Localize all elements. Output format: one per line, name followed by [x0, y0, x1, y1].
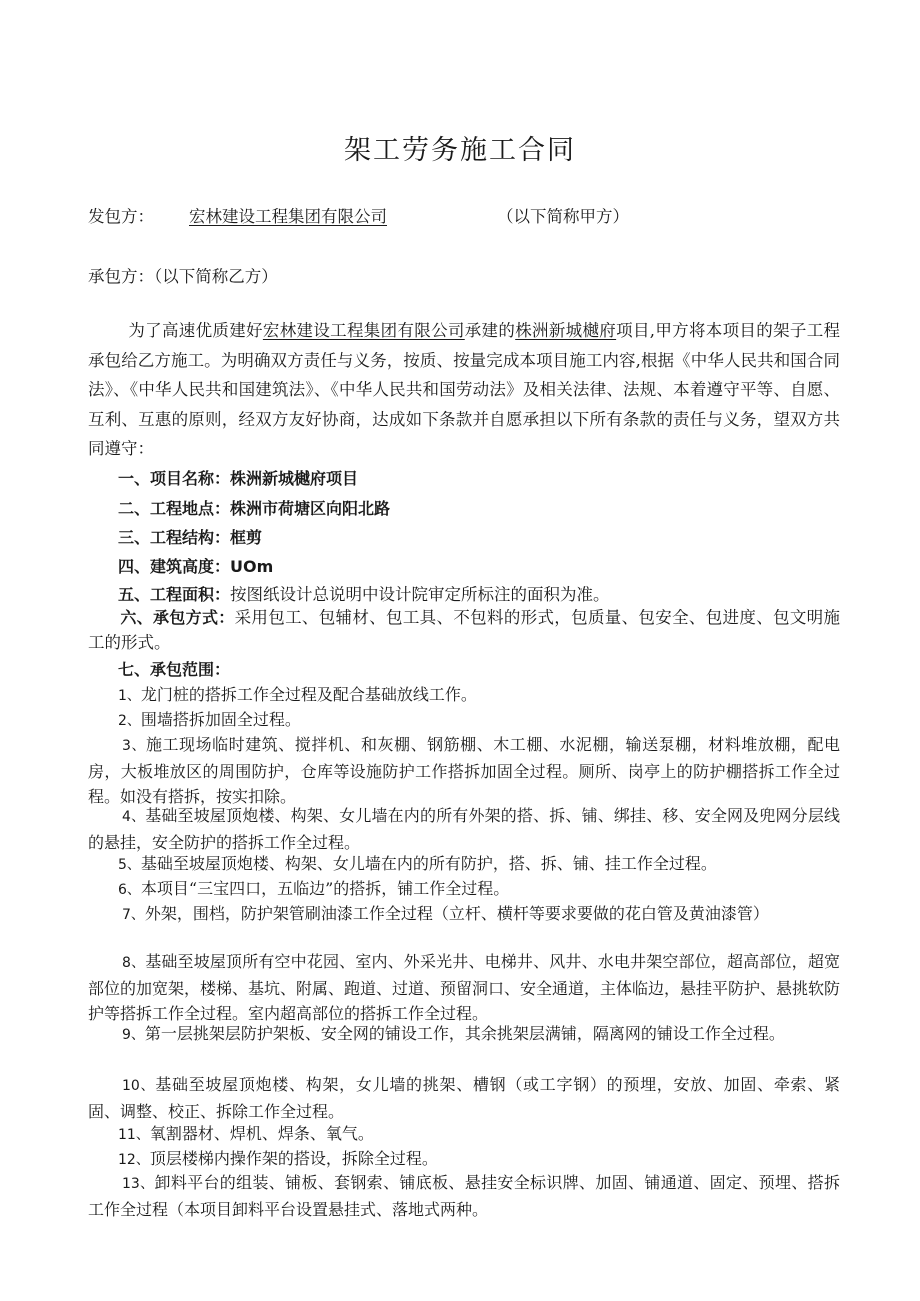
scope-number: 10、	[122, 1078, 156, 1094]
item-scope-heading	[118, 655, 230, 685]
item-value: 株洲新城樾府项目	[230, 469, 359, 488]
scope-number: 12、	[118, 1152, 150, 1168]
scope-item	[88, 732, 840, 809]
intro-paragraph	[88, 316, 840, 464]
item-structure	[118, 523, 262, 553]
scope-number: 3、	[122, 738, 146, 754]
scope-number: 11、	[118, 1127, 150, 1143]
party-a-label: 发包方：	[88, 207, 154, 226]
scope-number: 5、	[118, 857, 141, 873]
item-project-name	[118, 464, 358, 494]
scope-number: 2、	[118, 713, 141, 729]
item-label: 七、承包范围：	[118, 660, 231, 679]
item-value: 按图纸设计总说明中设计院审定所标注的面积为准。	[230, 585, 610, 604]
scope-text: 本项目“三宝四口，五临边”的搭拆，铺工作全过程。	[140, 879, 510, 898]
item-label: 二、工程地点：	[118, 499, 231, 518]
intro-text-3: 项目,甲方将本项目的架子工程承包给乙方施工。为明确双方责任与义务，按质、按量完成本项目施工内容,根据《中华人民共和国合同法》、《中华人民共和国建筑法》、《中华人民共和国劳动法》及相关法律、法规、本着遵守平等、自愿、互利、互惠的原则，经双方友好协商，达成如下条款并自愿承担以下所有条款的责任与义务，望双方共同遵守：	[88, 321, 841, 458]
item-value: 株洲市荷塘区向阳北路	[230, 499, 391, 518]
scope-text: 外架，围档，防护架管刷油漆工作全过程（立杆、横杆等要求要做的花白管及黄油漆管）	[144, 904, 769, 923]
item-label: 六、承包方式：	[120, 608, 235, 627]
intro-company: 宏林建设工程集团有限公司	[262, 321, 465, 340]
scope-item	[88, 1072, 840, 1124]
scope-number: 8、	[122, 955, 146, 971]
item-value: 框剪	[230, 528, 263, 547]
intro-project: 株洲新城樾府	[515, 321, 617, 340]
scope-text: 基础至坡屋顶炮楼、构架，女儿墙的挑架、槽钢（或工字钢）的预埋，安放、加固、牵索、紧固、调整、校正、拆除工作全过程。	[88, 1075, 840, 1121]
party-a-line	[88, 203, 154, 227]
scope-item	[88, 1021, 840, 1048]
party-b-line	[88, 263, 278, 287]
scope-number: 13、	[122, 1176, 155, 1192]
scope-item	[88, 1170, 840, 1222]
item-height	[118, 552, 273, 582]
scope-text: 顶层楼梯内操作架的搭设，拆除全过程。	[149, 1149, 438, 1168]
scope-item	[88, 682, 840, 709]
item-value: UOm	[230, 557, 274, 576]
party-b-note: （以下简称乙方）	[154, 267, 278, 286]
page-title: 架工劳务施工合同	[344, 135, 576, 166]
intro-text-1: 为了高速优质建好	[128, 321, 263, 340]
item-label: 五、工程面积：	[118, 585, 231, 604]
scope-item	[88, 901, 840, 928]
item-label: 三、工程结构：	[118, 528, 231, 547]
party-b-label: 承包方：	[88, 267, 154, 286]
scope-number: 6、	[118, 882, 141, 898]
scope-item	[88, 1146, 840, 1173]
scope-text: 基础至坡屋顶所有空中花园、室内、外采光井、电梯井、风井、水电井架空部位，超高部位，超宽部位的加宽架，楼梯、基坑、附属、跑道、过道、预留洞口、安全通道，主体临边，悬挂平防护、悬挑软防护等搭拆工作全过程。室内超高部位的搭拆工作全过程。	[88, 952, 841, 1023]
intro-text-2: 承建的	[464, 321, 516, 340]
scope-text: 氧割器材、焊机、焊条、氧气。	[149, 1124, 374, 1143]
scope-number: 4、	[122, 809, 146, 825]
item-location	[118, 494, 390, 524]
item-label: 四、建筑高度：	[118, 557, 231, 576]
party-a-note: （以下简称甲方）	[497, 207, 629, 226]
party-a-name: 宏林建设工程集团有限公司	[189, 207, 387, 226]
scope-item	[88, 876, 840, 903]
item-contract-mode	[88, 605, 840, 655]
item-value: 采用包工、包辅材、包工具、不包料的形式，包质量、包安全、包进度、包文明施工的形式。	[88, 608, 840, 652]
scope-item	[88, 1121, 840, 1148]
scope-number: 7、	[122, 907, 145, 923]
scope-text: 基础至坡屋顶炮楼、构架、女儿墙在内的所有外架的搭、拆、铺、绑挂、移、安全网及兜网分层线的悬挂，安全防护的搭拆工作全过程。	[88, 806, 840, 852]
scope-item	[88, 851, 840, 878]
item-label: 一、项目名称：	[118, 469, 231, 488]
scope-number: 1、	[118, 688, 141, 704]
scope-text: 基础至坡屋顶炮楼、构架、女儿墙在内的所有防护，搭、拆、铺、挂工作全过程。	[140, 854, 717, 873]
scope-number: 9、	[122, 1027, 145, 1043]
scope-text: 卸料平台的组装、铺板、套钢索、铺底板、悬挂安全标识牌、加固、铺通道、固定、预埋、搭拆工作全过程（本项目卸料平台设置悬挂式、落地式两种。	[88, 1173, 840, 1219]
scope-text: 施工现场临时建筑、搅拌机、和灰棚、钢筋棚、木工棚、水泥棚，输送泵棚，材料堆放棚，配电房，大板堆放区的周围防护，仓库等设施防护工作搭拆加固全过程。厕所、岗亭上的防护棚搭拆工作全过程。如没有搭拆，按实扣除。	[88, 735, 840, 806]
scope-text: 第一层挑架层防护架板、安全网的铺设工作，其余挑架层满铺，隔离网的铺设工作全过程。	[144, 1024, 785, 1043]
scope-item	[88, 803, 840, 855]
scope-text: 龙门桩的搭拆工作全过程及配合基础放线工作。	[140, 685, 477, 704]
scope-text: 围墙搭拆加固全过程。	[140, 710, 301, 729]
scope-item	[88, 707, 840, 734]
scope-item	[88, 949, 840, 1026]
